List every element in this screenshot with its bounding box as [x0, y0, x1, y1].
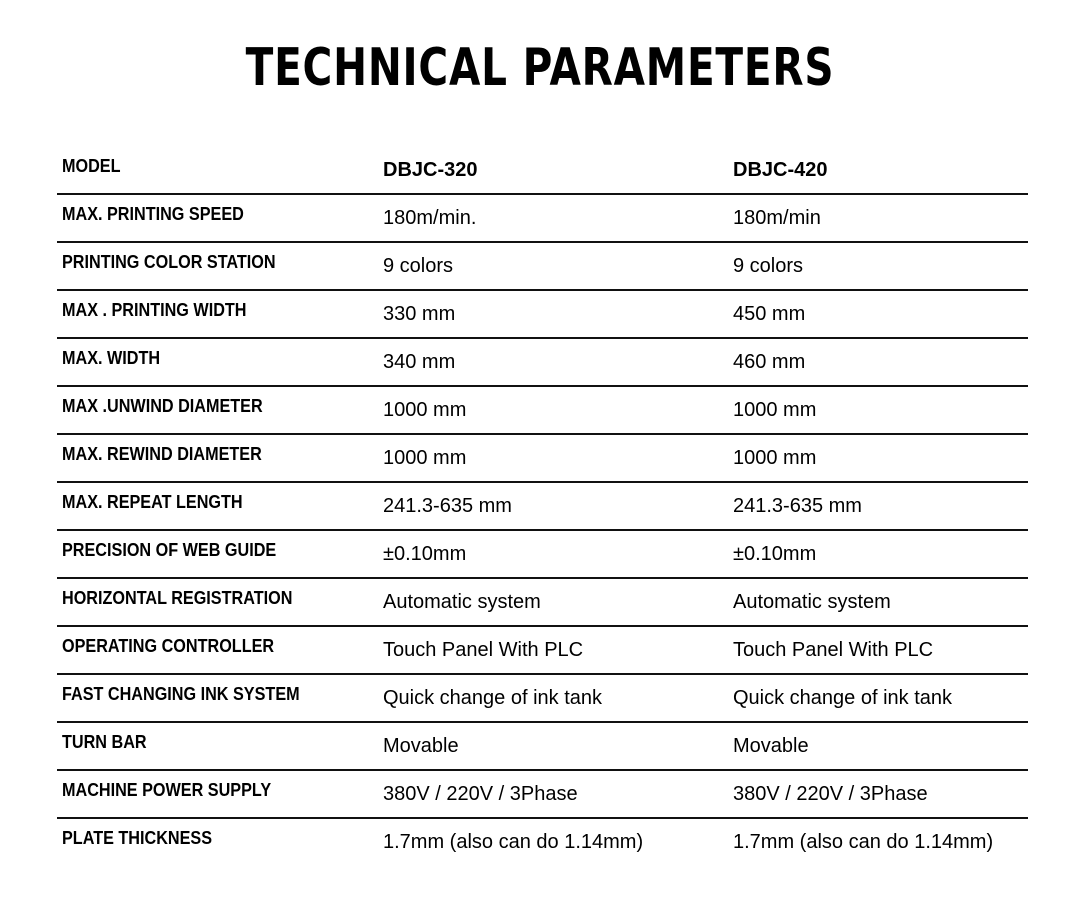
table-row	[57, 387, 1028, 435]
parameter-label: MAX . PRINTING WIDTH	[62, 300, 247, 320]
value-model-1: ±0.10mm	[383, 543, 467, 565]
value-model-2: Automatic system	[733, 591, 891, 613]
value-model-2: 180m/min	[733, 207, 821, 229]
value-model-2: 380V / 220V / 3Phase	[733, 783, 928, 805]
parameters-table	[57, 147, 1028, 867]
parameter-label: MACHINE POWER SUPPLY	[62, 780, 272, 800]
table-row	[57, 819, 1028, 867]
value-model-1: 340 mm	[383, 351, 456, 373]
value-model-2: Touch Panel With PLC	[733, 639, 934, 661]
parameter-label: OPERATING CONTROLLER	[62, 636, 275, 656]
table-row	[57, 243, 1028, 291]
table-row	[57, 291, 1028, 339]
table-header-row	[57, 147, 1028, 195]
value-model-2: Movable	[733, 735, 809, 757]
parameter-label: MAX. WIDTH	[62, 348, 161, 368]
value-model-1: 380V / 220V / 3Phase	[383, 783, 578, 805]
table-row	[57, 531, 1028, 579]
value-model-1: 241.3-635 mm	[383, 495, 512, 517]
value-model-2: 1.7mm (also can do 1.14mm)	[733, 831, 994, 853]
value-model-2: Quick change of ink tank	[733, 687, 953, 709]
parameter-label: PRECISION OF WEB GUIDE	[62, 540, 277, 560]
header-label: MODEL	[62, 156, 121, 176]
table-row	[57, 627, 1028, 675]
table-row	[57, 339, 1028, 387]
parameter-label: PRINTING COLOR STATION	[62, 252, 276, 272]
value-model-2: 9 colors	[733, 255, 804, 277]
table-row	[57, 483, 1028, 531]
parameter-label: TURN BAR	[62, 732, 147, 752]
value-model-2: 1000 mm	[733, 447, 817, 469]
value-model-2: 1000 mm	[733, 399, 817, 421]
value-model-1: Automatic system	[383, 591, 541, 613]
table-row	[57, 579, 1028, 627]
header-model-2: DBJC-420	[733, 159, 828, 181]
parameter-label: PLATE THICKNESS	[62, 828, 213, 848]
parameter-label: MAX. REPEAT LENGTH	[62, 492, 243, 512]
header-model-1: DBJC-320	[383, 159, 478, 181]
value-model-2: 450 mm	[733, 303, 806, 325]
value-model-1: 1.7mm (also can do 1.14mm)	[383, 831, 644, 853]
table-row	[57, 195, 1028, 243]
value-model-2: 460 mm	[733, 351, 806, 373]
parameter-label: HORIZONTAL REGISTRATION	[62, 588, 293, 608]
parameter-label: MAX .UNWIND DIAMETER	[62, 396, 263, 416]
table-row	[57, 723, 1028, 771]
table-row	[57, 435, 1028, 483]
value-model-1: 9 colors	[383, 255, 454, 277]
value-model-1: Touch Panel With PLC	[383, 639, 584, 661]
value-model-1: 1000 mm	[383, 399, 467, 421]
page-title: TECHNICAL PARAMETERS	[245, 38, 835, 98]
value-model-1: Movable	[383, 735, 459, 757]
value-model-1: 330 mm	[383, 303, 456, 325]
value-model-1: Quick change of ink tank	[383, 687, 603, 709]
value-model-1: 180m/min.	[383, 207, 477, 229]
value-model-2: ±0.10mm	[733, 543, 817, 565]
table-row	[57, 675, 1028, 723]
table-row	[57, 771, 1028, 819]
value-model-2: 241.3-635 mm	[733, 495, 862, 517]
value-model-1: 1000 mm	[383, 447, 467, 469]
parameter-label: FAST CHANGING INK SYSTEM	[62, 684, 300, 704]
parameter-label: MAX. REWIND DIAMETER	[62, 444, 262, 464]
parameter-label: MAX. PRINTING SPEED	[62, 204, 244, 224]
